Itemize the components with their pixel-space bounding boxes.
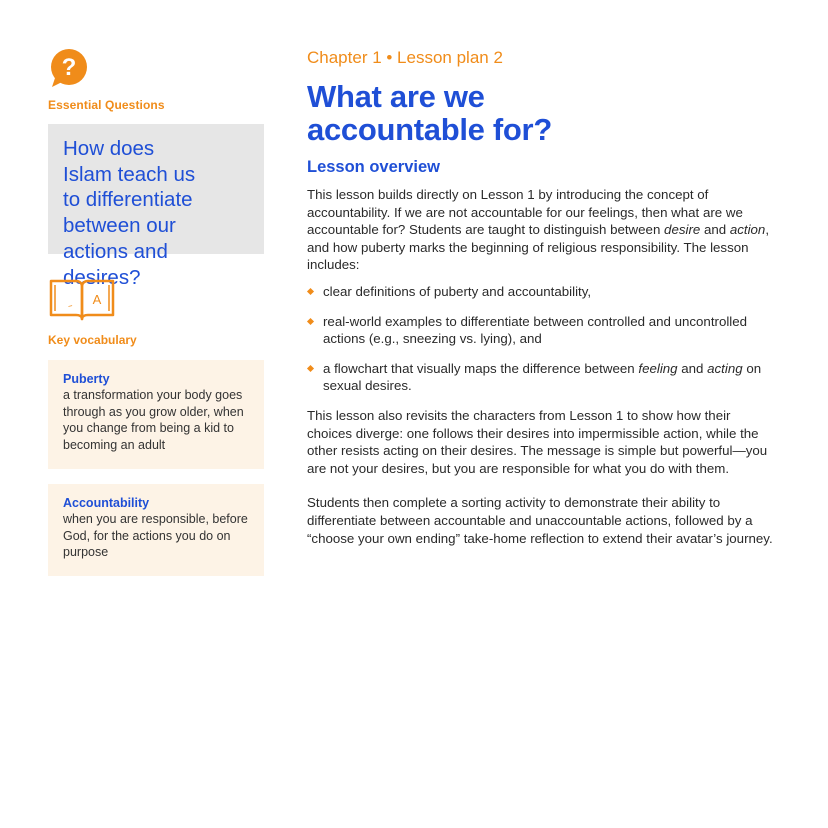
key-vocabulary-label: Key vocabulary [48,333,137,347]
diamond-bullet-icon [307,288,314,295]
svg-text:?: ? [61,54,77,81]
vocab-card-accountability [48,484,264,576]
lesson-includes-list [307,283,775,395]
essential-question-box [48,124,264,289]
list-item: real-world examples to differentiate between controlled and uncontrolled actions (e.g., sneezing vs. lying), and [307,313,775,348]
question-bubble-icon [49,48,89,88]
essential-question-text: How does Islam teach us to differentiate between our actions and desires? [63,137,196,289]
diamond-bullet-icon [307,365,314,372]
activity-paragraph: Students then complete a sorting activity to demonstrate their ability to differentiate between accountable and unaccountable actions, followed by a “choose your own ending” take-home reflection to extend their avatar’s journey. [307,495,773,546]
intro-paragraph: This lesson builds directly on Lesson 1 by introducing the concept of accountability. If we are not accountable for our feelings, then what are we accountable for? Students are taught to distinguish between desire and action, and how puberty marks the beginning of religious responsibility. The lesson includes: [307,187,770,273]
vocab-definition: when you are responsible, before God, for the actions you do on purpose [63,512,248,559]
svg-text:A: A [92,292,102,307]
list-item: a flowchart that visually maps the difference between feeling and acting on sexual desires. [307,360,775,395]
list-item: clear definitions of puberty and accountability, [307,283,775,301]
page-title: What are we accountable for? [307,79,552,147]
characters-paragraph: This lesson also revisits the characters from Lesson 1 to show how their choices diverge: one follows their desires into impermissible action, while the other resists acting on their desires. The message is simple but powerful—you are not your desires, but you are responsible for what you do with them. [307,407,768,476]
sidebar [48,48,264,576]
svg-text:ِ [68,305,73,307]
lesson-overview-heading: Lesson overview [307,158,440,176]
diamond-bullet-icon [307,318,314,325]
vocab-definition: a transformation your body goes through as you grow older, when you change from being a kid to becoming an adult [63,388,244,452]
lesson-content [307,48,775,547]
chapter-lesson-label: Chapter 1 • Lesson plan 2 [307,48,503,67]
vocab-card-puberty [48,360,264,469]
vocab-term: Puberty [63,372,110,386]
essential-questions-label: Essential Questions [48,98,165,112]
vocab-term: Accountability [63,496,150,510]
